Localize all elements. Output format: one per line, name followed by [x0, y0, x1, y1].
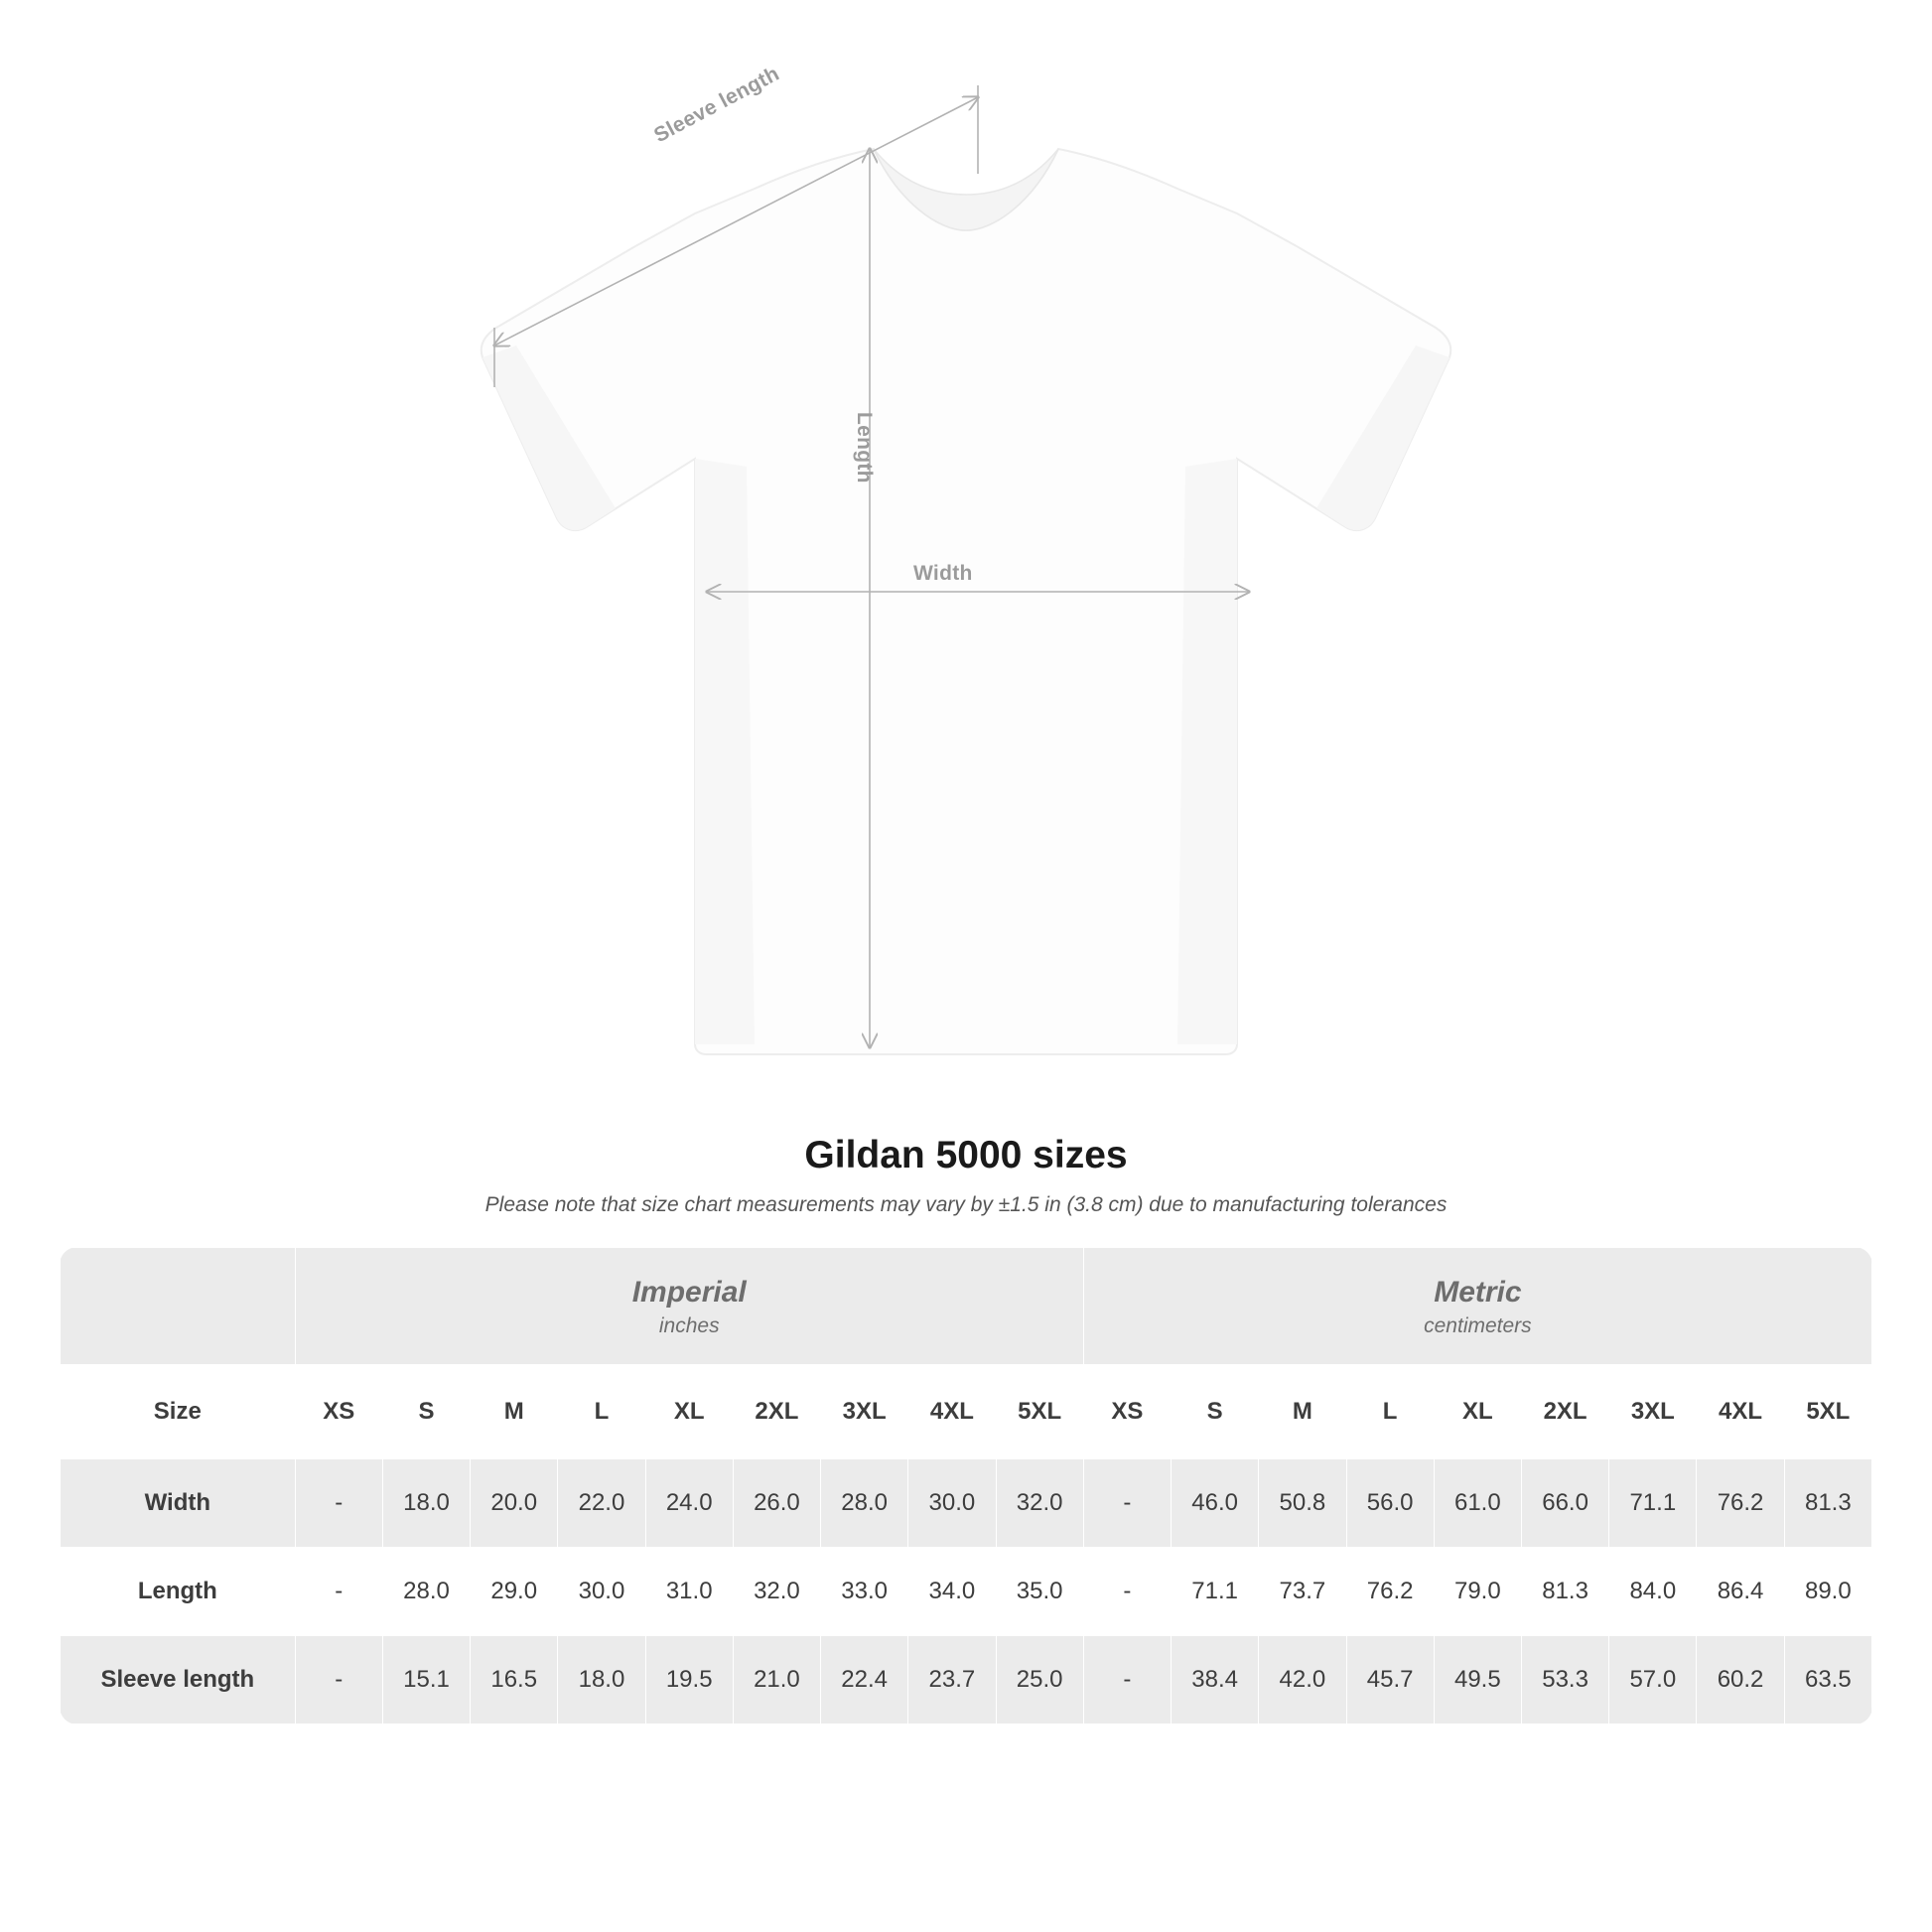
measurement-value-cell: 63.5: [1784, 1635, 1871, 1724]
measurement-row-label: Sleeve length: [61, 1635, 296, 1724]
size-column-label: 4XL: [1697, 1364, 1784, 1458]
size-column-label: 3XL: [1609, 1364, 1697, 1458]
unit-group-name: Metric: [1434, 1276, 1522, 1309]
size-column-label: XL: [1434, 1364, 1521, 1458]
size-column-label: L: [1346, 1364, 1434, 1458]
measurement-value-cell: 23.7: [908, 1635, 996, 1724]
length-label: Length: [853, 412, 876, 483]
measurement-value-cell: 30.0: [908, 1458, 996, 1547]
size-header-row: [61, 1364, 1872, 1458]
size-column-label: 3XL: [821, 1364, 908, 1458]
measurement-value-cell: 61.0: [1434, 1458, 1521, 1547]
sleeve-length-label: Sleeve length: [650, 62, 783, 148]
measurement-value-cell: 30.0: [558, 1547, 645, 1635]
measurement-value-cell: 18.0: [382, 1458, 470, 1547]
measurement-value-cell: 81.3: [1784, 1458, 1871, 1547]
title-block: [0, 1134, 1932, 1217]
measurement-value-cell: -: [1083, 1458, 1171, 1547]
measurement-value-cell: 66.0: [1521, 1458, 1608, 1547]
table-row: [61, 1635, 1872, 1724]
size-column-label: XS: [1083, 1364, 1171, 1458]
measurement-value-cell: 22.0: [558, 1458, 645, 1547]
measurement-value-cell: 73.7: [1259, 1547, 1346, 1635]
measurement-value-cell: 29.0: [471, 1547, 558, 1635]
size-column-label: XL: [645, 1364, 733, 1458]
measurement-value-cell: 18.0: [558, 1635, 645, 1724]
measurement-value-cell: 25.0: [996, 1635, 1083, 1724]
size-column-label: S: [382, 1364, 470, 1458]
measurement-value-cell: 34.0: [908, 1547, 996, 1635]
measurement-value-cell: 45.7: [1346, 1635, 1434, 1724]
measurement-value-cell: 24.0: [645, 1458, 733, 1547]
measurement-value-cell: -: [295, 1635, 382, 1724]
measurement-value-cell: 28.0: [382, 1547, 470, 1635]
unit-group-name: Imperial: [631, 1276, 747, 1309]
measurement-value-cell: 22.4: [821, 1635, 908, 1724]
measurement-value-cell: -: [1083, 1635, 1171, 1724]
measurement-value-cell: 57.0: [1609, 1635, 1697, 1724]
measurement-value-cell: -: [295, 1458, 382, 1547]
measurement-value-cell: 38.4: [1172, 1635, 1259, 1724]
size-column-label: L: [558, 1364, 645, 1458]
measurement-value-cell: -: [1083, 1547, 1171, 1635]
size-column-label: S: [1172, 1364, 1259, 1458]
measurement-value-cell: 16.5: [471, 1635, 558, 1724]
measurement-value-cell: 33.0: [821, 1547, 908, 1635]
page-title: Gildan 5000 sizes: [804, 1134, 1128, 1176]
unit-header-row: [61, 1248, 1872, 1365]
measurement-row-label: Length: [61, 1547, 296, 1635]
measurement-value-cell: 76.2: [1346, 1547, 1434, 1635]
measurement-value-cell: 32.0: [733, 1547, 820, 1635]
measurement-value-cell: 21.0: [733, 1635, 820, 1724]
unit-group-header: [295, 1248, 1083, 1365]
tolerance-note: Please note that size chart measurements may vary by ±1.5 in (3.8 cm) due to manufacturing tolerances: [484, 1193, 1448, 1216]
measurement-value-cell: 86.4: [1697, 1547, 1784, 1635]
table-corner-cell: [61, 1248, 296, 1365]
width-label: Width: [913, 562, 973, 585]
measurement-value-cell: 84.0: [1609, 1547, 1697, 1635]
size-column-label: XS: [295, 1364, 382, 1458]
table-row: [61, 1547, 1872, 1635]
size-column-label: M: [471, 1364, 558, 1458]
size-column-header: Size: [61, 1364, 296, 1458]
size-chart-table-wrapper: [60, 1247, 1872, 1725]
measurement-value-cell: 89.0: [1784, 1547, 1871, 1635]
measurement-value-cell: 81.3: [1521, 1547, 1608, 1635]
size-column-label: 2XL: [733, 1364, 820, 1458]
table-row: [61, 1458, 1872, 1547]
size-column-label: 2XL: [1521, 1364, 1608, 1458]
measurement-value-cell: 28.0: [821, 1458, 908, 1547]
unit-group-sub: centimeters: [1424, 1313, 1532, 1337]
size-column-label: 4XL: [908, 1364, 996, 1458]
size-chart-table: [60, 1247, 1872, 1725]
size-column-label: 5XL: [1784, 1364, 1871, 1458]
measurement-value-cell: 35.0: [996, 1547, 1083, 1635]
size-column-label: 5XL: [996, 1364, 1083, 1458]
measurement-value-cell: 32.0: [996, 1458, 1083, 1547]
unit-group-sub: inches: [658, 1313, 720, 1337]
measurement-value-cell: 50.8: [1259, 1458, 1346, 1547]
measurement-value-cell: 71.1: [1172, 1547, 1259, 1635]
measurement-value-cell: 60.2: [1697, 1635, 1784, 1724]
measurement-value-cell: 46.0: [1172, 1458, 1259, 1547]
measurement-value-cell: 56.0: [1346, 1458, 1434, 1547]
measurement-value-cell: 19.5: [645, 1635, 733, 1724]
measurement-value-cell: 49.5: [1434, 1635, 1521, 1724]
measurement-value-cell: 26.0: [733, 1458, 820, 1547]
measurement-value-cell: 53.3: [1521, 1635, 1608, 1724]
unit-group-header: [1083, 1248, 1871, 1365]
measurement-value-cell: 15.1: [382, 1635, 470, 1724]
measurement-value-cell: 31.0: [645, 1547, 733, 1635]
size-column-label: M: [1259, 1364, 1346, 1458]
measurement-value-cell: 79.0: [1434, 1547, 1521, 1635]
tshirt-shape: [482, 149, 1450, 1054]
measurement-row-label: Width: [61, 1458, 296, 1547]
measurement-value-cell: -: [295, 1547, 382, 1635]
measurement-value-cell: 20.0: [471, 1458, 558, 1547]
measurement-value-cell: 76.2: [1697, 1458, 1784, 1547]
measurement-value-cell: 42.0: [1259, 1635, 1346, 1724]
measurement-value-cell: 71.1: [1609, 1458, 1697, 1547]
